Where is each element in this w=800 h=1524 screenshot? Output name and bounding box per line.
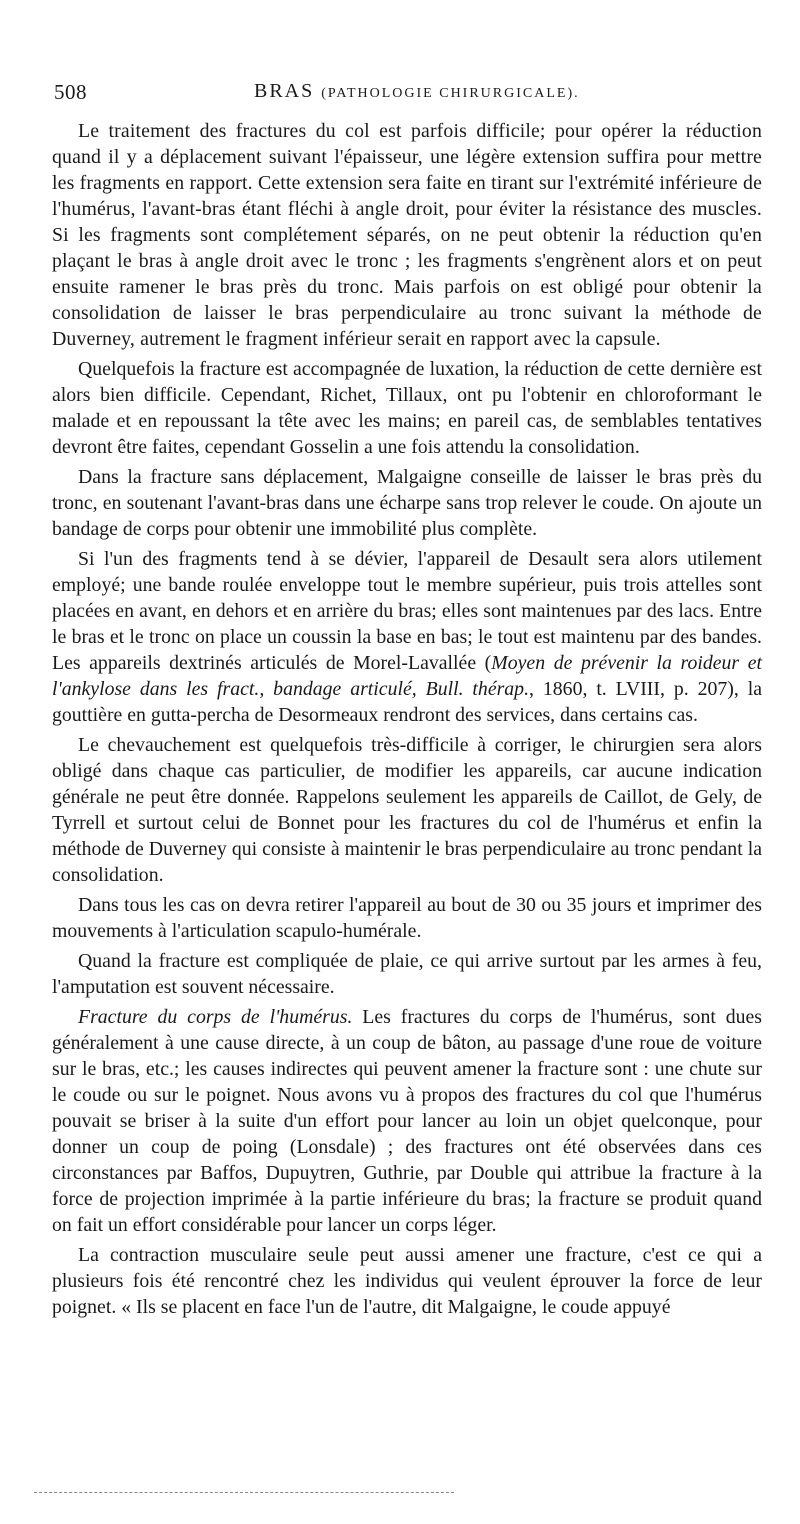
paragraph-retrait-appareil: Dans tous les cas on devra retirer l'appareil au bout de 30 ou 35 jours et imprimer des mouvements à l'articulation scapulo-humérale. (52, 894, 762, 942)
running-title-main: BRAS (254, 80, 315, 102)
paragraph-luxation: Quelquefois la fracture est accompagnée de luxation, la réduction de cette dernière est alors bien difficile. Cependant, Richet, Tillaux, ont pu l'obtenir en chloroformant le malade et en repoussant la tête avec les mains; en pareil cas, de semblables tentatives devront être faites, cependant Gosselin a une fois attendu la consolidation. (52, 358, 762, 458)
section-heading-fracture-corps: Fracture du corps de l'humérus. (78, 1006, 353, 1028)
page-header (54, 80, 798, 112)
running-title-sub: (PATHOLOGIE CHIRURGICALE). (321, 86, 580, 101)
body-text (52, 118, 762, 1324)
paragraph-sans-deplacement: Dans la fracture sans déplacement, Malgaigne conseille de laisser le bras près du tronc, en soutenant l'avant-bras dans une écharpe sans trop relever le coude. On ajoute un bandage de corps pour obtenir une immobilité plus complète. (52, 466, 762, 540)
paragraph-chevauchement: Le chevauchement est quelquefois très-difficile à corriger, le chirurgien sera alors obligé dans chaque cas particulier, de modifier les appareils, car aucune indication générale ne peut être donnée. Rappelons seulement les appareils de Caillot, de Gely, de Tyrrell et surtout celui de Bonnet pour les fractures du col de l'humérus et enfin la méthode de Duverney qui consiste à maintenir le bras perpendiculaire au tronc pendant la consolidation. (52, 734, 762, 886)
page-number: 508 (54, 80, 87, 104)
paragraph-plaie: Quand la fracture est compliquée de plaie, ce qui arrive surtout par les armes à feu, l'amputation est souvent nécessaire. (52, 950, 762, 998)
paragraph-desault-citation: Moyen de prévenir la roideur et l'ankylose dans les fract., bandage articulé, Bull. thérap. (52, 652, 762, 700)
paragraph-contraction: La contraction musculaire seule peut aussi amener une fracture, c'est ce qui a plusieurs fois été rencontré chez les individus qui veulent éprouver la force de leur poignet. « Ils se placent en face l'un de l'autre, dit Malgaigne, le coude appuyé (52, 1244, 762, 1318)
paragraph-desault-text-1: Si l'un des fragments tend à se dévier, l'appareil de Desault sera alors utilement employé; une bande roulée enveloppe tout le membre supérieur, puis trois attelles sont placées en avant, en dehors et en arrière du bras; elles sont maintenues par des lacs. Entre le bras et le tronc on place un coussin la base en bas; le tout est maintenu par des bandes. Les appareils dextrinés articulés de Morel-Lavallée ( (52, 548, 762, 674)
paragraph-fracture-corps (52, 1004, 762, 1238)
paragraph-fracture-corps-text: Les fractures du corps de l'humérus, sont dues généralement à une cause directe, à un coup de bâton, au passage d'une roue de voiture sur le bras, etc.; les causes indirectes qui peuvent amener la fracture sont : une chute sur le coude ou sur le poignet. Nous avons vu à propos des fractures du col que l'humérus pouvait se briser à la suite d'un effort pour lancer au loin un objet quelconque, pour donner un coup de poing (Lonsdale) ; des fractures ont été observées dans ces circonstances par Baffos, Dupuytren, Guthrie, par Double qui attribue la fracture à la force de projection imprimée à la partie inférieure du bras; la fracture se produit quand on fait un effort considérable pour lancer un corps léger. (52, 1006, 762, 1236)
running-title (254, 80, 580, 103)
paragraph-desault-text-2: , 1860, t. LVIII, p. 207), la gouttière en gutta-percha de Desormeaux rendront des services, dans certains cas. (52, 678, 762, 726)
footer-rule (34, 1492, 454, 1493)
paragraph-desault (52, 546, 762, 728)
paragraph-reduction: Le traitement des fractures du col est parfois difficile; pour opérer la réduction quand il y a déplacement suivant l'épaisseur, une légère extension suffira pour mettre les fragments en rapport. Cette extension sera faite en tirant sur l'extrémité inférieure de l'humérus, l'avant-bras étant fléchi à angle droit, pour éviter la résistance des muscles. Si les fragments sont complétement séparés, on ne peut obtenir la réduction qu'en plaçant le bras à angle droit avec le tronc ; les fragments s'engrènent alors et on peut ensuite ramener le bras près du tronc. Mais parfois on est obligé pour obtenir la consolidation de laisser le bras perpendiculaire au tronc suivant la méthode de Duverney, autrement le fragment inférieur serait en rapport avec la capsule. (52, 120, 762, 350)
